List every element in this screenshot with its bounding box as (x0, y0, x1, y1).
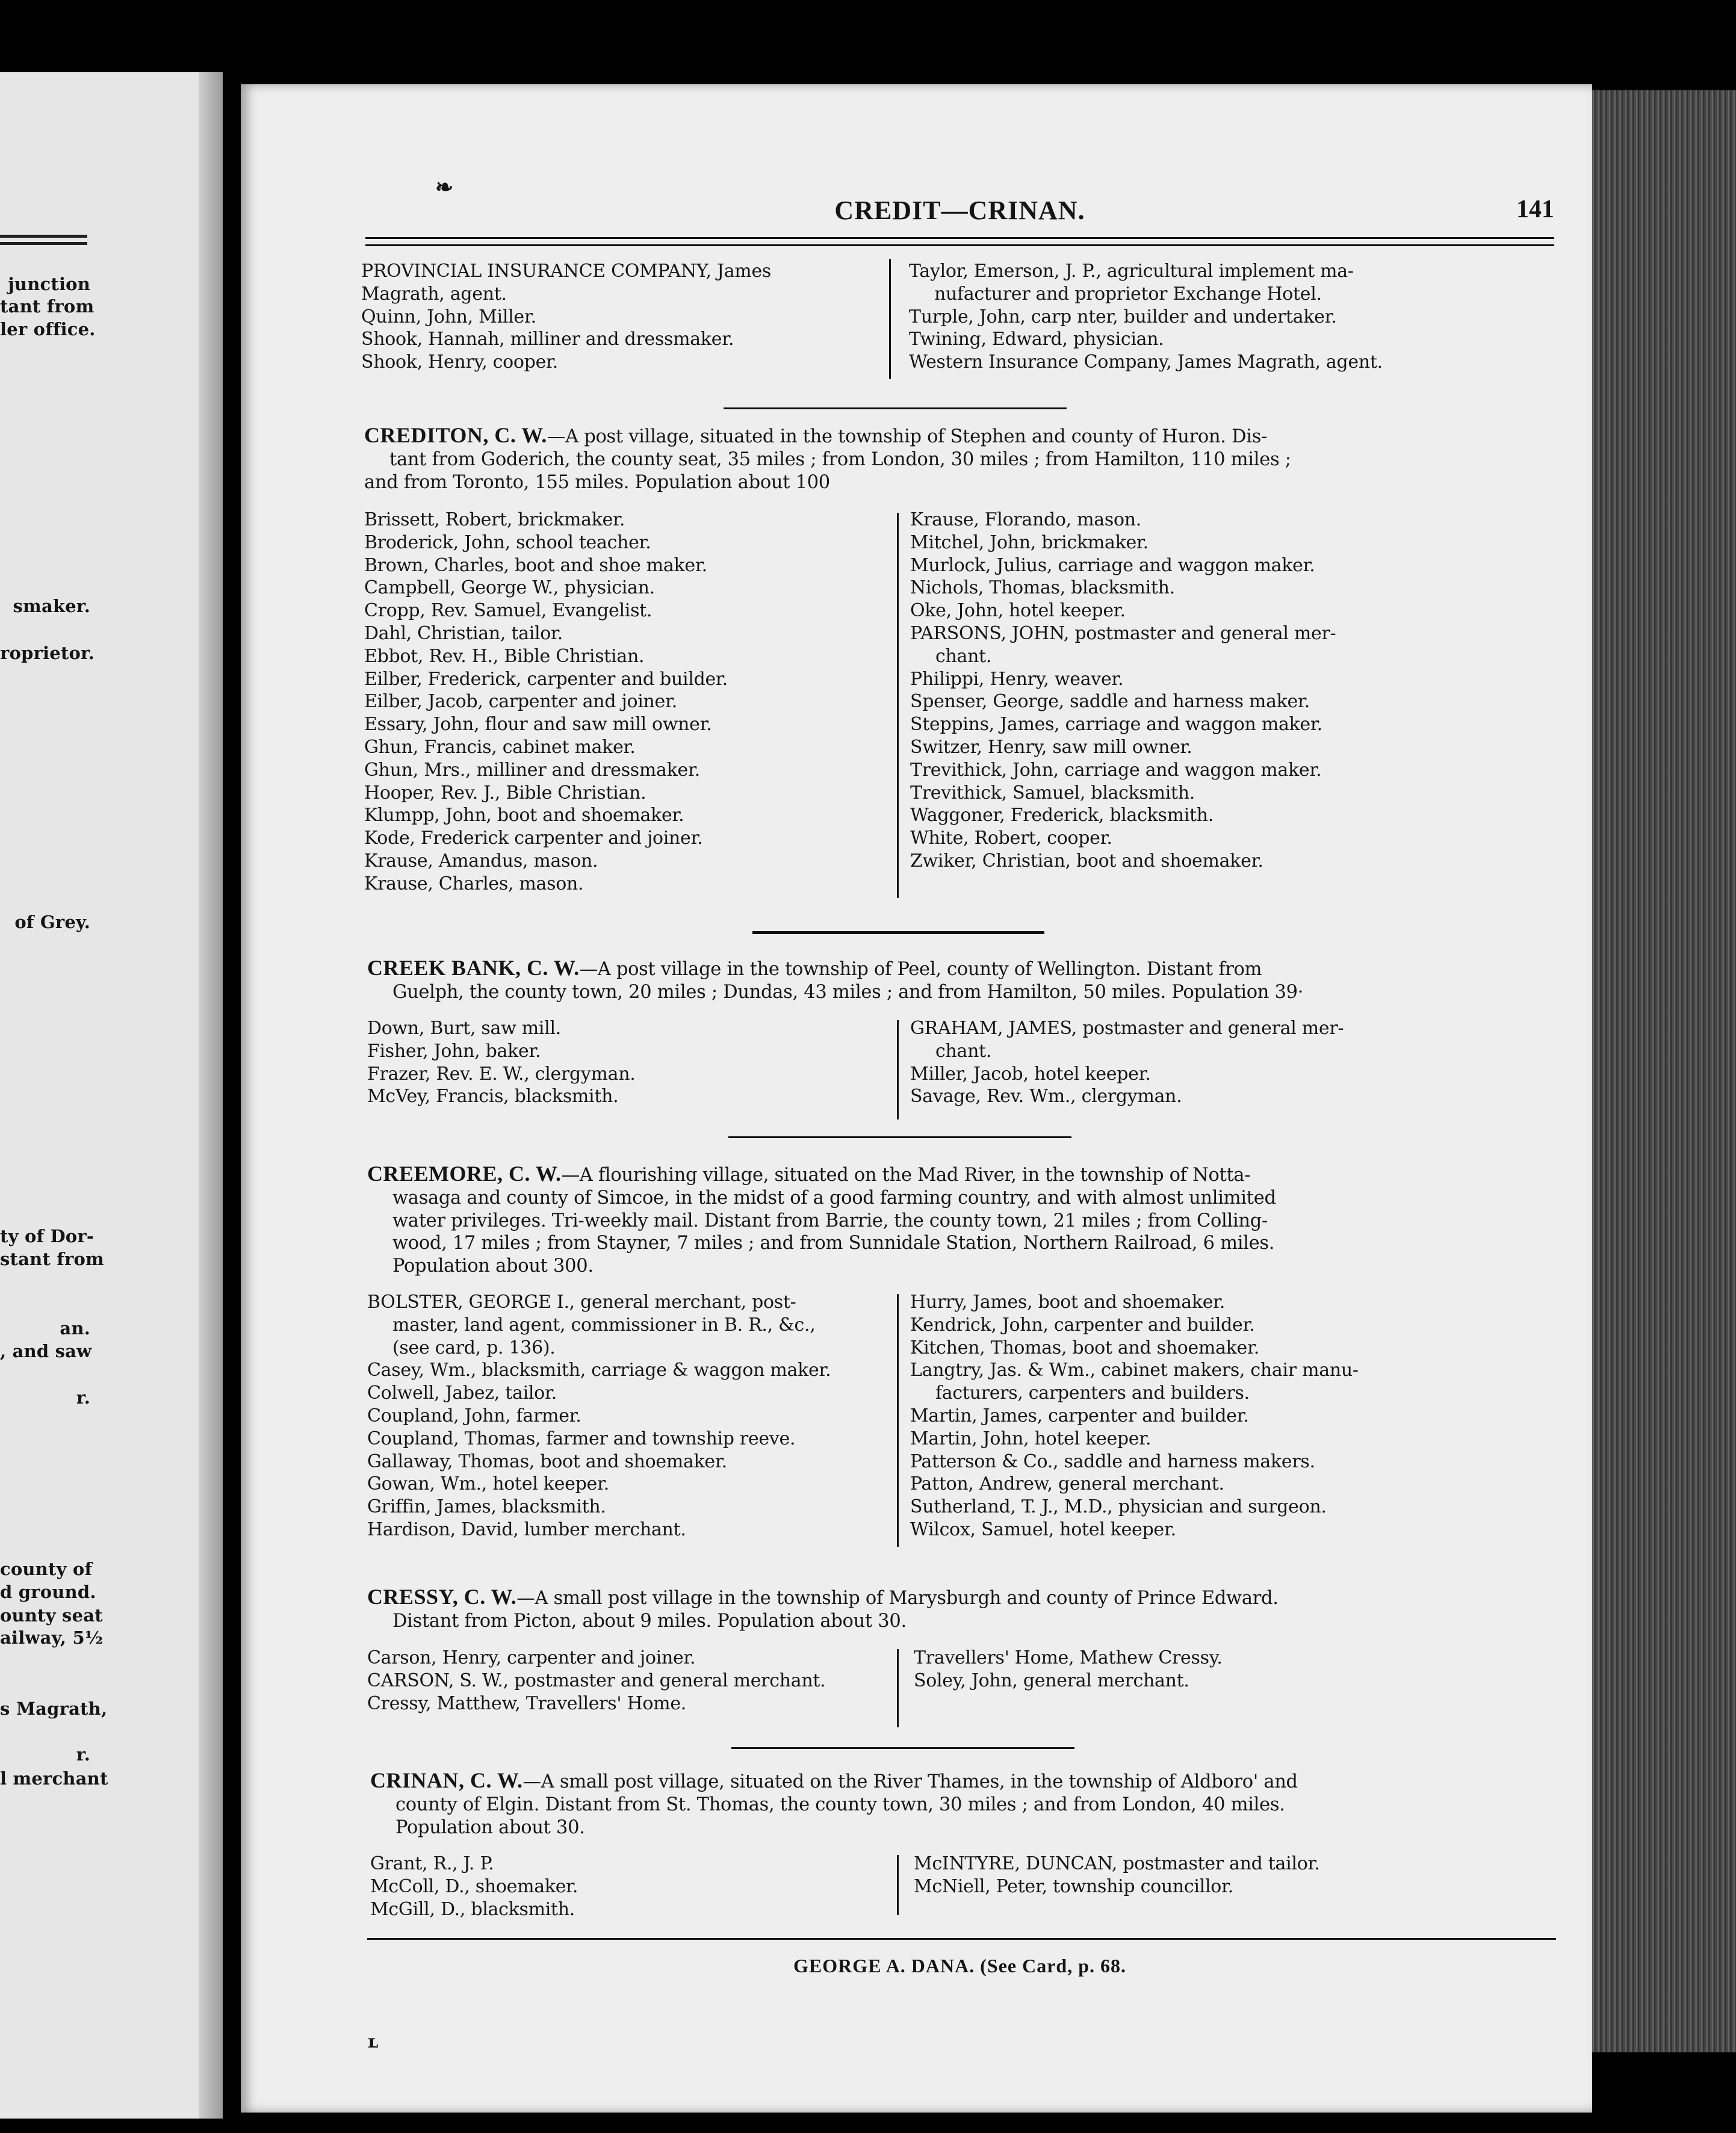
prev-page-rule (0, 242, 87, 245)
directory-entry: Krause, Florando, mason. (910, 509, 1141, 530)
entry-continuation: (see card, p. 136). (392, 1337, 556, 1358)
directory-entry: Soley, John, general merchant. (914, 1670, 1189, 1691)
directory-entry: PARSONS, JOHN, postmaster and general mer- (910, 622, 1336, 644)
directory-entry: Eilber, Frederick, carpenter and builder. (364, 668, 728, 690)
directory-entry: Krause, Charles, mason. (364, 873, 584, 894)
section-rule (731, 1747, 1074, 1749)
page-header (365, 195, 1554, 231)
column-divider (897, 1020, 899, 1119)
crediton-description: CREDITON, C. W.—A post village, situated in the township of Stephen and county of Huron. Dis- tant from Goderich, the county seat, 35 miles ; from London, 30 miles ; from Hamilton, 110 miles ; and from Toronto, 155 miles. Population about 100 (364, 423, 1291, 493)
creemore-left-column (367, 1291, 891, 1541)
prev-page-line: county of (0, 1559, 93, 1579)
directory-entry: Martin, John, hotel keeper. (910, 1428, 1152, 1449)
entry-continuation: facturers, carpenters and builders. (935, 1382, 1250, 1404)
directory-entry: Trevithick, Samuel, blacksmith. (910, 782, 1195, 803)
directory-entry: Shook, Hannah, milliner and dressmaker. (361, 329, 734, 350)
directory-entry: Gowan, Wm., hotel keeper. (367, 1473, 609, 1495)
page-number: 141 (1516, 196, 1554, 223)
prev-page-line: ailway, 5½ (0, 1627, 104, 1648)
prev-page-line: stant from (0, 1249, 104, 1269)
prev-page-rule (0, 235, 87, 238)
directory-entry: Turple, John, carp nter, builder and undertaker. (909, 306, 1337, 327)
directory-page (241, 84, 1592, 2113)
prev-page-line: ty of Dor- (0, 1226, 95, 1246)
directory-entry: Shook, Henry, cooper. (361, 351, 559, 373)
ink-blot: ❧ (435, 175, 454, 200)
directory-entry: Hooper, Rev. J., Bible Christian. (364, 782, 646, 803)
directory-entry: Steppins, James, carriage and waggon maker. (910, 714, 1322, 735)
directory-entry: Eilber, Jacob, carpenter and joiner. (364, 691, 677, 713)
directory-entry: PROVINCIAL INSURANCE COMPANY, James (361, 261, 771, 282)
directory-entry: Mitchel, John, brickmaker. (910, 531, 1149, 553)
directory-entry: Cressy, Matthew, Travellers' Home. (367, 1692, 687, 1714)
book-edge (1592, 90, 1736, 2052)
credit-left-column (361, 260, 879, 374)
prev-page-line: tant from (0, 296, 95, 317)
cressy-description: CRESSY, C. W.—A small post village in the township of Marysburgh and county of Prince Edward. Distant from Picton, about 9 miles. Population about 30. (367, 1585, 1279, 1632)
entry-continuation: chant. (935, 645, 992, 667)
crediton-right-column (910, 509, 1560, 873)
directory-entry: Klumpp, John, boot and shoemaker. (364, 805, 684, 826)
column-divider (897, 1649, 899, 1727)
creek-bank-left-column (367, 1017, 891, 1108)
directory-entry: Western Insurance Company, James Magrath, agent. (909, 351, 1383, 373)
directory-entry: Dahl, Christian, tailor. (364, 622, 563, 644)
prev-page-line: smaker. (13, 596, 90, 616)
directory-entry: Ghun, Mrs., milliner and dressmaker. (364, 759, 700, 781)
directory-entry: Cropp, Rev. Samuel, Evangelist. (364, 600, 653, 622)
directory-entry: Coupland, Thomas, farmer and township reeve. (367, 1428, 796, 1449)
footer-rule (367, 1938, 1556, 1940)
directory-entry: White, Robert, cooper. (910, 828, 1112, 849)
header-rule (365, 237, 1554, 246)
directory-entry: Spenser, George, saddle and harness maker. (910, 691, 1310, 713)
prev-page-line: d ground. (0, 1582, 96, 1602)
directory-entry: McNiell, Peter, township councillor. (914, 1875, 1234, 1897)
directory-entry: Savage, Rev. Wm., clergyman. (910, 1086, 1182, 1107)
directory-entry: Griffin, James, blacksmith. (367, 1496, 606, 1518)
directory-entry: Quinn, John, Miller. (361, 306, 536, 327)
footer-advert: GEORGE A. DANA. (See Card, p. 68. (793, 1955, 1126, 1977)
entry-continuation: master, land agent, commissioner in B. R., &c., (392, 1314, 816, 1336)
directory-entry: Ebbot, Rev. H., Bible Christian. (364, 645, 645, 667)
directory-entry: Zwiker, Christian, boot and shoemaker. (910, 850, 1263, 871)
section-rule (728, 1136, 1071, 1138)
creek-bank-heading: CREEK BANK, C. W. (367, 956, 580, 980)
directory-entry: Ghun, Francis, cabinet maker. (364, 736, 636, 758)
cressy-heading: CRESSY, C. W. (367, 1585, 517, 1609)
prev-page-line: l merchant (0, 1768, 108, 1789)
directory-entry: Frazer, Rev. E. W., clergyman. (367, 1063, 636, 1085)
directory-entry: Brown, Charles, boot and shoe maker. (364, 554, 707, 576)
directory-entry: McINTYRE, DUNCAN, postmaster and tailor. (914, 1853, 1320, 1874)
directory-entry: Carson, Henry, carpenter and joiner. (367, 1647, 696, 1668)
directory-entry: McVey, Francis, blacksmith. (367, 1086, 619, 1107)
directory-entry: Kendrick, John, carpenter and builder. (910, 1314, 1255, 1336)
entry-continuation: chant. (935, 1040, 992, 1062)
directory-entry: McGill, D., blacksmith. (370, 1898, 575, 1920)
directory-entry: Wilcox, Samuel, hotel keeper. (910, 1518, 1176, 1540)
directory-entry: Hurry, James, boot and shoemaker. (910, 1292, 1226, 1313)
creek-bank-right-column (910, 1017, 1560, 1108)
directory-entry: Twining, Edward, physician. (909, 329, 1164, 350)
creemore-description: CREEMORE, C. W.—A flourishing village, situated on the Mad River, in the township of Notta- wasaga and county of Simcoe, in the midst of a good farming country, and with almost unlimited water privileges. Tri-weekly mail. Distant from Barrie, the county town, 21 miles ; from Colling- wood, 17 miles ; from Stayner, 7 miles ; and from Sunnidale Station, Northern Railroad, 6 miles. Population about 300. (367, 1162, 1276, 1277)
directory-entry: Sutherland, T. J., M.D., physician and surgeon. (910, 1496, 1327, 1518)
entry-continuation: nufacturer and proprietor Exchange Hotel. (934, 283, 1322, 305)
directory-entry: Down, Burt, saw mill. (367, 1018, 561, 1039)
directory-entry: Coupland, John, farmer. (367, 1405, 581, 1426)
crinan-right-column (914, 1853, 1564, 1898)
page-title: CREDIT—CRINAN. (834, 196, 1085, 225)
directory-entry: Patterson & Co., saddle and harness makers. (910, 1450, 1315, 1472)
directory-entry: Martin, James, carpenter and builder. (910, 1405, 1249, 1426)
directory-entry: Langtry, Jas. & Wm., cabinet makers, chair manu- (910, 1360, 1359, 1381)
directory-entry: Colwell, Jabez, tailor. (367, 1382, 557, 1404)
crinan-heading: CRINAN, C. W. (370, 1768, 523, 1792)
directory-entry: Murlock, Julius, carriage and waggon maker. (910, 554, 1315, 576)
prev-page-line: of Grey. (14, 912, 90, 932)
directory-entry: Nichols, Thomas, blacksmith. (910, 577, 1175, 599)
directory-entry: Fisher, John, baker. (367, 1040, 541, 1062)
column-divider (897, 1294, 899, 1547)
directory-entry: Broderick, John, school teacher. (364, 531, 651, 553)
directory-entry: Magrath, agent. (361, 283, 507, 305)
previous-page-edge (0, 72, 223, 2119)
directory-entry: Brissett, Robert, brickmaker. (364, 509, 625, 530)
directory-entry: Casey, Wm., blacksmith, carriage & waggon maker. (367, 1360, 831, 1381)
prev-page-line: , and saw (0, 1341, 92, 1361)
page-gutter (199, 72, 223, 2119)
column-divider (889, 259, 891, 379)
directory-entry: Essary, John, flour and saw mill owner. (364, 714, 712, 735)
prev-page-line: s Magrath, (0, 1698, 108, 1719)
directory-entry: Krause, Amandus, mason. (364, 850, 598, 871)
column-divider (897, 513, 899, 898)
directory-entry: Miller, Jacob, hotel keeper. (910, 1063, 1151, 1085)
prev-page-line: an. (60, 1318, 90, 1339)
directory-entry: McColl, D., shoemaker. (370, 1875, 578, 1897)
directory-entry: Kode, Frederick carpenter and joiner. (364, 828, 703, 849)
directory-entry: Waggoner, Frederick, blacksmith. (910, 805, 1214, 826)
directory-entry: Taylor, Emerson, J. P., agricultural implement ma- (909, 261, 1354, 282)
prev-page-line: roprietor. (0, 643, 95, 663)
credit-right-column (909, 260, 1559, 374)
crediton-left-column (364, 509, 888, 896)
prev-page-line: ler office. (0, 319, 96, 339)
directory-entry: Campbell, George W., physician. (364, 577, 655, 599)
section-rule (752, 931, 1044, 934)
section-rule (724, 407, 1067, 409)
directory-entry: BOLSTER, GEORGE I., general merchant, post- (367, 1292, 796, 1313)
cressy-right-column (914, 1647, 1564, 1692)
prev-page-line: ounty seat (0, 1605, 103, 1626)
cressy-left-column (367, 1647, 891, 1715)
creek-bank-description: CREEK BANK, C. W.—A post village in the township of Peel, county of Wellington. Distant from Guelph, the county town, 20 miles ; Dundas, 43 miles ; and from Hamilton, 50 miles. Population 39· (367, 956, 1304, 1003)
directory-entry: Grant, R., J. P. (370, 1853, 494, 1874)
directory-entry: Travellers' Home, Mathew Cressy. (914, 1647, 1223, 1668)
directory-entry: Hardison, David, lumber merchant. (367, 1518, 686, 1540)
prev-page-line: r. (76, 1387, 90, 1408)
column-divider (897, 1855, 899, 1915)
crinan-left-column (370, 1853, 894, 1921)
directory-entry: Trevithick, John, carriage and waggon maker. (910, 759, 1322, 781)
prev-page-line: r. (76, 1744, 90, 1765)
directory-entry: Oke, John, hotel keeper. (910, 600, 1126, 622)
stray-mark: ʟ (367, 2031, 379, 2052)
crinan-description: CRINAN, C. W.—A small post village, situated on the River Thames, in the township of Aldboro' and county of Elgin. Distant from St. Thomas, the county town, 30 miles ; and from London, 40 miles. Population about 30. (370, 1768, 1298, 1838)
directory-entry: Gallaway, Thomas, boot and shoemaker. (367, 1450, 727, 1472)
directory-entry: Kitchen, Thomas, boot and shoemaker. (910, 1337, 1259, 1358)
creemore-right-column (910, 1291, 1560, 1541)
directory-entry: Patton, Andrew, general merchant. (910, 1473, 1224, 1495)
directory-entry: GRAHAM, JAMES, postmaster and general mer- (910, 1018, 1344, 1039)
creemore-heading: CREEMORE, C. W. (367, 1162, 562, 1186)
directory-entry: Switzer, Henry, saw mill owner. (910, 736, 1192, 758)
directory-entry: CARSON, S. W., postmaster and general merchant. (367, 1670, 826, 1691)
crediton-heading: CREDITON, C. W. (364, 423, 547, 447)
prev-page-line: junction (8, 274, 90, 294)
directory-entry: Philippi, Henry, weaver. (910, 668, 1124, 690)
